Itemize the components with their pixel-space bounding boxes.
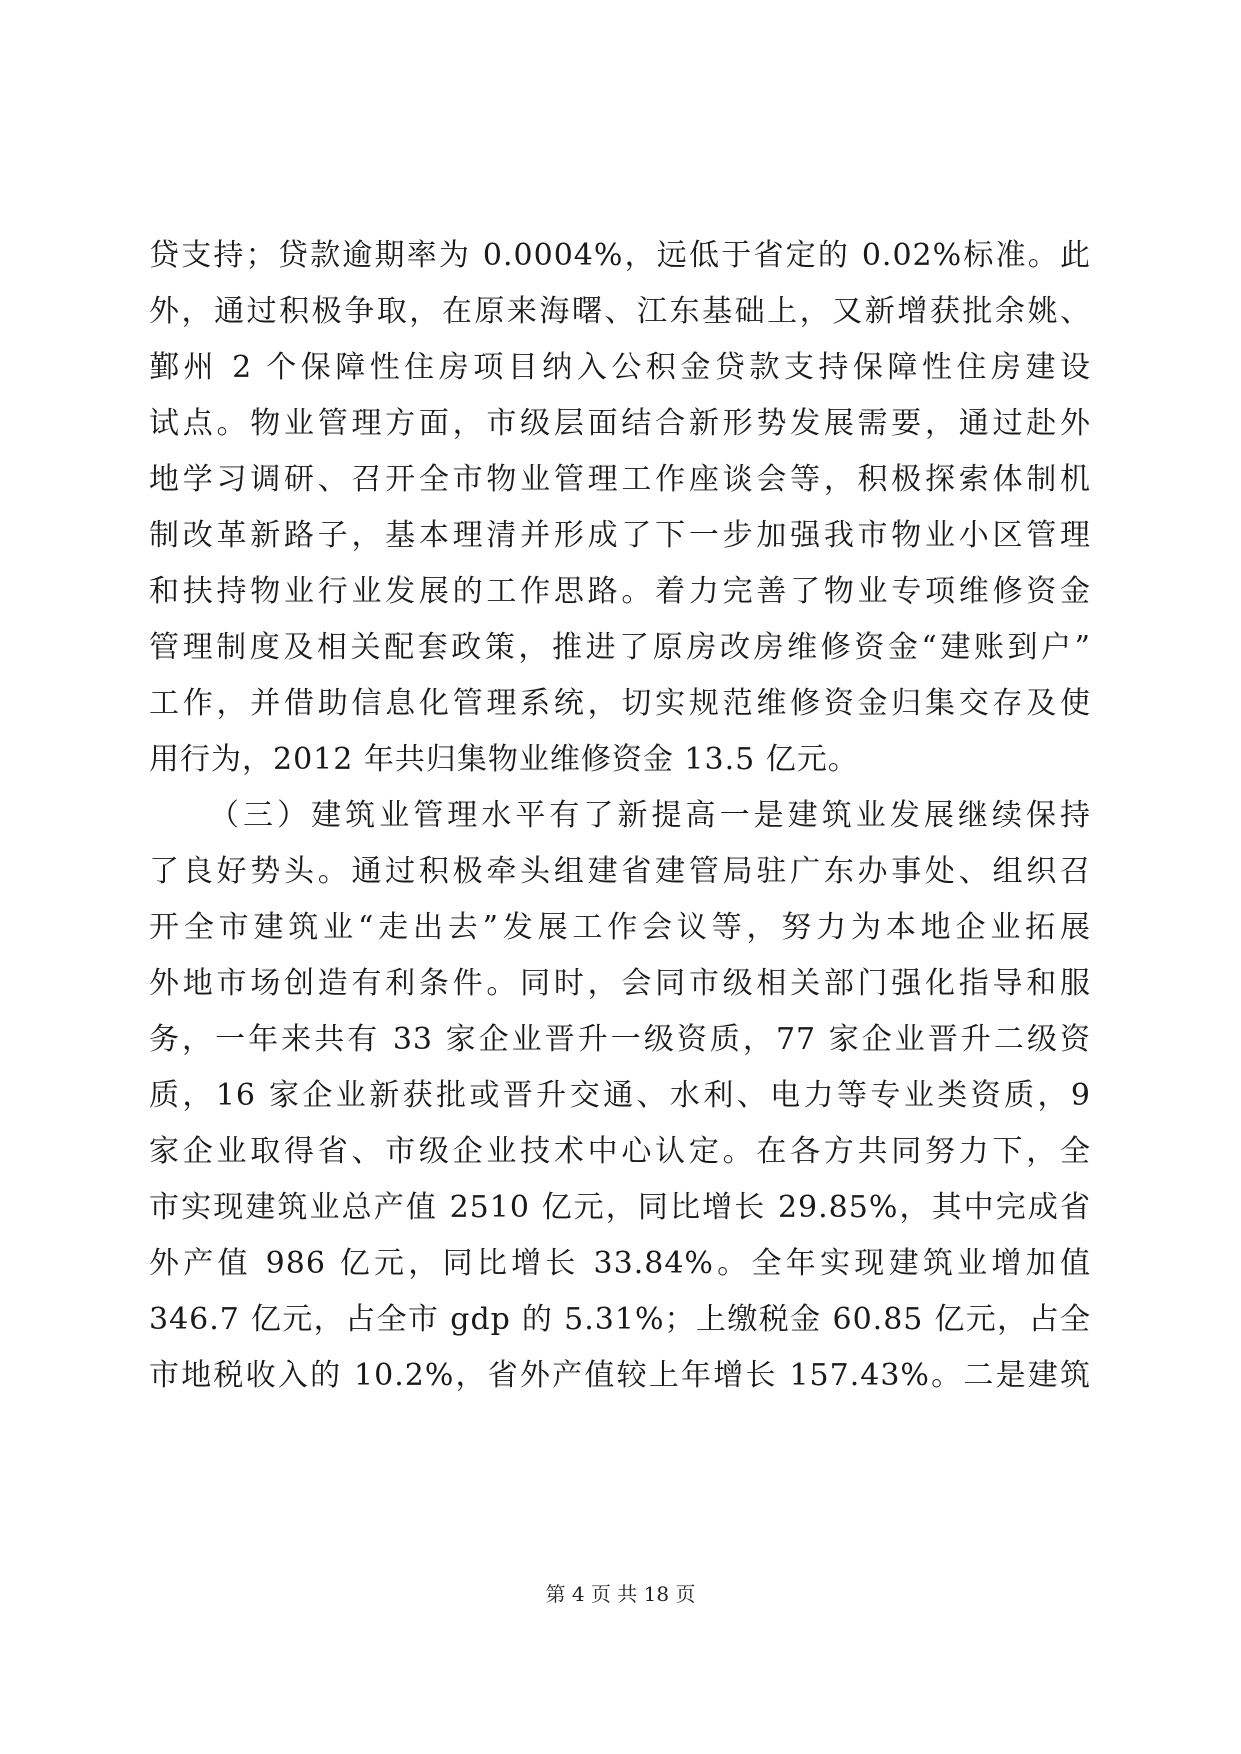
text-line: 质，16 家企业新获批或晋升交通、水利、电力等专业类资质，9 [149,1078,1091,1113]
text-line: 市地税收入的 10.2%，省外产值较上年增长 157.43%。二是建筑 [149,1358,1091,1393]
body-text [149,228,1091,1404]
text-line: 346.7 亿元，占全市 gdp 的 5.31%；上缴税金 60.85 亿元，占全 [149,1302,1091,1337]
text-line: 贷支持；贷款逾期率为 0.0004%，远低于省定的 0.02%标准。此 [149,238,1091,273]
text-line: 家企业取得省、市级企业技术中心认定。在各方共同努力下，全 [149,1134,1091,1169]
text-line: 制改革新路子，基本理清并形成了下一步加强我市物业小区管理 [149,518,1091,553]
text-line: 试点。物业管理方面，市级层面结合新形势发展需要，通过赴外 [149,406,1091,441]
text-line: （三）建筑业管理水平有了新提高一是建筑业发展继续保持 [209,798,1091,833]
text-line: 外产值 986 亿元，同比增长 33.84%。全年实现建筑业增加值 [149,1246,1091,1281]
text-line: 和扶持物业行业发展的工作思路。着力完善了物业专项维修资金 [149,574,1091,609]
text-line: 了良好势头。通过积极牵头组建省建管局驻广东办事处、组织召 [149,854,1091,889]
text-line: 务，一年来共有 33 家企业晋升一级资质，77 家企业晋升二级资 [149,1022,1091,1057]
text-line: 地学习调研、召开全市物业管理工作座谈会等，积极探索体制机 [149,462,1091,497]
text-line: 鄞州 2 个保障性住房项目纳入公积金贷款支持保障性住房建设 [149,350,1091,385]
text-line: 外地市场创造有利条件。同时，会同市级相关部门强化指导和服 [149,966,1091,1001]
text-line: 管理制度及相关配套政策，推进了原房改房维修资金“建账到户” [149,630,1091,665]
text-line: 市实现建筑业总产值 2510 亿元，同比增长 29.85%，其中完成省 [149,1190,1091,1225]
page-number-footer: 第 4 页 共 18 页 [545,1582,696,1606]
text-line: 工作，并借助信息化管理系统，切实规范维修资金归集交存及使 [149,686,1091,721]
text-line: 用行为，2012 年共归集物业维修资金 13.5 亿元。 [149,742,859,777]
text-line: 外，通过积极争取，在原来海曙、江东基础上，又新增获批余姚、 [149,294,1091,329]
text-line: 开全市建筑业“走出去”发展工作会议等，努力为本地企业拓展 [149,910,1091,945]
